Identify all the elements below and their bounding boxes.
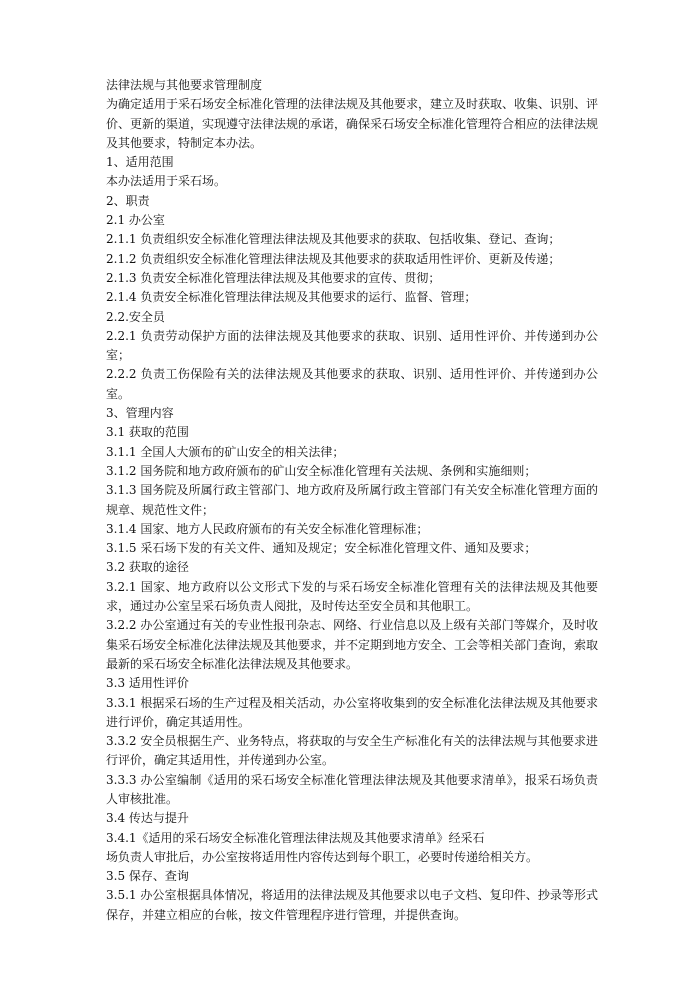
document-paragraph: 3.3.2 安全员根据生产、业务特点，将获取的与安全生产标准化有关的法律法规与其他要求进行评价，确定其适用性，并传递到办公室。 (106, 734, 598, 768)
document-paragraph: 3.3 适用性评价 (106, 676, 189, 691)
document-paragraph: 3.5 保存、查询 (106, 869, 189, 884)
document-paragraph: 3.1.4 国家、地方人民政府颁布的有关安全标准化管理标准； (106, 521, 429, 536)
document-paragraph: 3.3.1 根据采石场的生产过程及相关活动，办公室将收集到的安全标准化法律法规及其他要求进行评价，确定其适用性。 (106, 695, 598, 729)
document-body (106, 76, 598, 925)
document-paragraph: 1、适用范围 (106, 155, 174, 170)
document-paragraph: 3.1.5 采石场下发的有关文件、通知及规定；安全标准化管理文件、通知及要求； (106, 541, 537, 556)
document-paragraph: 3、管理内容 (106, 406, 174, 421)
document-paragraph: 3.1.3 国务院及所属行政主管部门、地方政府及所属行政主管部门有关安全标准化管理方面的规章、规范性文件； (106, 483, 598, 517)
document-paragraph: 3.5.1 办公室根据具体情况，将适用的法律法规及其他要求以电子文档、复印件、抄录等形式保存，并建立相应的台帐，按文件管理程序进行管理，并提供查询。 (106, 888, 598, 922)
document-paragraph: 2.2.安全员 (106, 309, 165, 324)
document-paragraph: 2.1.3 负责安全标准化管理法律法规及其他要求的宣传、贯彻； (106, 270, 441, 285)
document-paragraph: 3.2.1 国家、地方政府以公文形式下发的与采石场安全标准化管理有关的法律法规及其他要求，通过办公室呈采石场负责人阅批，及时传达至安全员和其他职工。 (106, 579, 598, 614)
document-paragraph: 2.1.2 负责组织安全标准化管理法律法规及其他要求的获取适用性评价、更新及传递； (106, 251, 561, 266)
document-paragraph: 2.1.1 负责组织安全标准化管理法律法规及其他要求的获取、包括收集、登记、查询； (106, 232, 561, 247)
document-paragraph: 2、职责 (106, 193, 150, 208)
document-paragraph: 3.4 传达与提升 (106, 811, 189, 826)
document-paragraph: 场负责人审批后，办公室按将适用性内容传达到每个职工，必要时传递给相关方。 (106, 849, 539, 864)
document-paragraph: 3.2.2 办公室通过有关的专业性报刊杂志、网络、行业信息以及上级有关部门等媒介，及时收集采石场安全标准化法律法规及其他要求，并不定期到地方安全、工会等相关部门查询，索取最新的采石场安全标准化法律法规及其他要求。 (106, 618, 599, 671)
document-paragraph: 3.1.1 全国人大颁布的矿山安全的相关法律； (106, 444, 345, 459)
document-paragraph: 2.2.1 负责劳动保护方面的法律法规及其他要求的获取、识别、适用性评价、并传递到办公室； (106, 328, 598, 363)
document-paragraph: 为确定适用于采石场安全标准化管理的法律法规及其他要求，建立及时获取、收集、识别、评价、更新的渠道，实现遵守法律法规的承诺，确保采石场安全标准化管理符合相应的法律法规及其他要求，特制定本办法。 (106, 97, 599, 150)
document-paragraph: 2.2.2 负责工伤保险有关的法律法规及其他要求的获取、识别、适用性评价、并传递到办公室。 (106, 367, 598, 401)
document-paragraph: 3.4.1《适用的采石场安全标准化管理法律法规及其他要求清单》经采石 (106, 830, 485, 845)
document-title: 法律法规与其他要求管理制度 (106, 78, 263, 92)
document-paragraph: 3.1 获取的范围 (106, 425, 189, 440)
document-paragraph: 本办法适用于采石场。 (106, 174, 227, 189)
document-paragraph: 2.1.4 负责安全标准化管理法律法规及其他要求的运行、监督、管理； (106, 290, 477, 305)
document-paragraph: 3.3.3 办公室编制《适用的采石场安全标准化管理法律法规及其他要求清单》，报采石场负责人审核批准。 (106, 772, 598, 806)
document-paragraph: 3.1.2 国务院和地方政府颁布的矿山安全标准化管理有关法规、条例和实施细则； (106, 463, 537, 478)
document-paragraph: 2.1 办公室 (106, 213, 165, 228)
document-paragraph: 3.2 获取的途径 (106, 560, 189, 575)
